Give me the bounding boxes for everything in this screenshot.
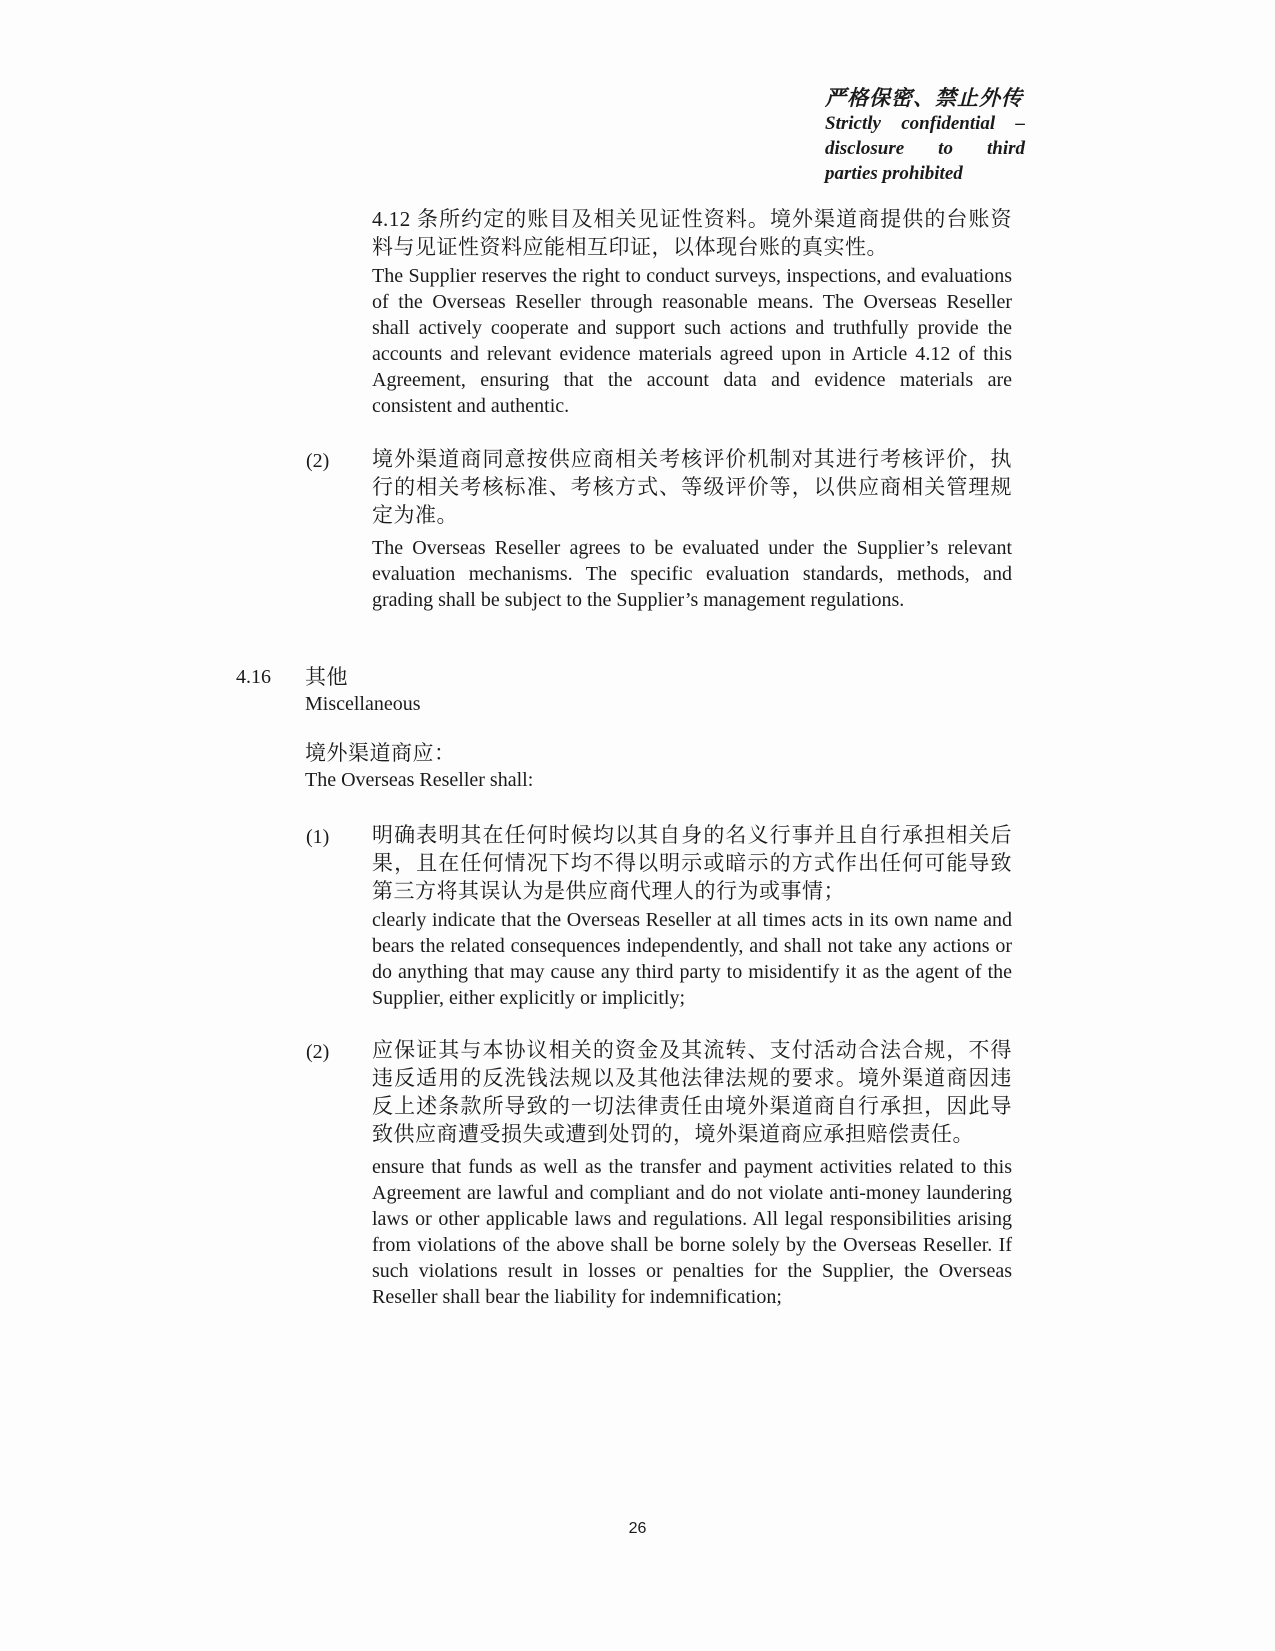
item-number: (2): [306, 450, 330, 472]
section-intro-cn: 境外渠道商应：: [305, 741, 456, 765]
evaluation-clause-en: The Overseas Reseller agrees to be evaluated under the Supplier’s relevant evaluation mechanisms. The specific evaluation standards, methods, and grading shall be subject to the Supplier’s management regulations.: [372, 537, 1012, 611]
confidentiality-en-line-1: Strictly confidential –: [825, 113, 1025, 134]
section-title-en: Miscellaneous: [305, 693, 421, 715]
section-intro-en: The Overseas Reseller shall:: [305, 769, 534, 791]
evaluation-clause-cn: 境外渠道商同意按供应商相关考核评价机制对其进行考核评价，执行的相关考核标准、考核方式、等级评价等，以供应商相关管理规定为准。: [372, 447, 1012, 527]
page-number: 26: [628, 1520, 647, 1537]
agency-clause-en: clearly indicate that the Overseas Reseller at all times acts in its own name and bears the related consequences independently, and shall not take any actions or do anything that may cause any third party to misidentify it as the agent of the Supplier, either explicitly or implicitly;: [372, 909, 1012, 1009]
confidentiality-notice: [825, 86, 1025, 186]
continued-clause-en: The Supplier reserves the right to conduct surveys, inspections, and evaluations of the Overseas Reseller through reasonable means. The Overseas Reseller shall actively cooperate and support such actions and truthfully provide the accounts and relevant evidence materials agreed upon in Article 4.12 of this Agreement, ensuring that the account data and evidence materials are consistent and authentic.: [372, 265, 1012, 417]
agency-clause-cn: 明确表明其在任何时候均以其自身的名义行事并且自行承担相关后果，且在任何情况下均不得以明示或暗示的方式作出任何可能导致第三方将其误认为是供应商代理人的行为或事情；: [372, 823, 1012, 903]
aml-clause-cn: 应保证其与本协议相关的资金及其流转、支付活动合法合规，不得违反适用的反洗钱法规以及其他法律法规的要求。境外渠道商因违反上述条款所导致的一切法律责任由境外渠道商自行承担，因此导致供应商遭受损失或遭到处罚的，境外渠道商应承担赔偿责任。: [372, 1038, 1012, 1146]
aml-clause: [372, 1036, 1012, 1310]
evaluation-clause: [372, 445, 1012, 613]
section-heading: [305, 663, 1005, 793]
item-number: (1): [306, 826, 330, 848]
confidentiality-en-line-2: disclosure to third: [825, 138, 1025, 159]
aml-clause-en: ensure that funds as well as the transfer and payment activities related to this Agreement are lawful and compliant and do not violate anti-money laundering laws or other applicable laws and regulations. All legal responsibilities arising from violations of the above shall be borne solely by the Overseas Reseller. If such violations result in losses or penalties for the Supplier, the Overseas Reseller shall bear the liability for indemnification;: [372, 1156, 1012, 1308]
agency-clause: [372, 821, 1012, 1011]
confidentiality-cn: 严格保密、禁止外传: [825, 86, 1023, 110]
confidentiality-en-line-3: parties prohibited: [825, 163, 963, 184]
section-number: 4.16: [236, 666, 271, 688]
continued-clause-cn: 4.12 条所约定的账目及相关见证性资料。境外渠道商提供的台账资料与见证性资料应能相互印证，以体现台账的真实性。: [372, 207, 1012, 259]
item-number: (2): [306, 1041, 330, 1063]
section-title-cn: 其他: [305, 665, 348, 689]
continued-clause: [372, 205, 1012, 419]
